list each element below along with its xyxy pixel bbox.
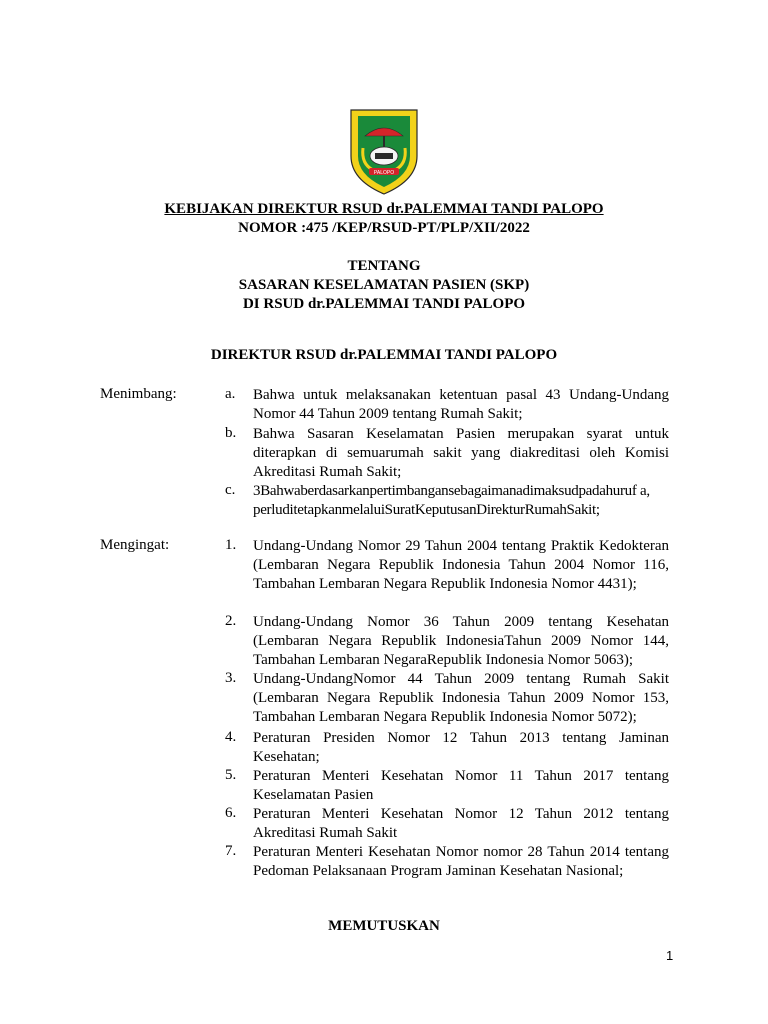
item-text: Peraturan Menteri Kesehatan Nomor 12 Tahun 2012 tentang Akreditasi Rumah Sakit [253, 806, 669, 841]
item-marker: 2. [225, 613, 237, 629]
item-marker: 4. [225, 729, 237, 745]
menimbang-item [225, 386, 669, 424]
document-number: NOMOR :475 /KEP/RSUD-PT/PLP/XII/2022 [238, 220, 530, 236]
item-text: Undang-UndangNomor 44 Tahun 2009 tentang Rumah Sakit (Lembaran Negara Republik Indonesia Tahun 2009 Nomor 153, Tambahan Lembaran Negara Republik Indonesia Nomor 5072); [253, 671, 669, 725]
page-number: 1 [666, 948, 674, 963]
item-marker: 6. [225, 805, 237, 821]
mengingat-label: Mengingat: [100, 537, 170, 553]
mengingat-item [225, 843, 669, 881]
item-marker: 7. [225, 843, 237, 859]
mengingat-item [225, 613, 669, 670]
decision-heading: MEMUTUSKAN [328, 918, 440, 934]
mengingat-item [225, 767, 669, 805]
item-text: Undang-Undang Nomor 29 Tahun 2004 tentang Praktik Kedokteran (Lembaran Negara Republik Indonesia Tahun 2004 Nomor 116, Tambahan Lembaran Negara Republik Indonesia Nomor 4431); [253, 538, 669, 592]
item-marker: 3. [225, 670, 237, 686]
menimbang-label: Menimbang: [100, 386, 177, 402]
document-title-line1: KEBIJAKAN DIREKTUR RSUD dr.PALEMMAI TANDI PALOPO [164, 201, 604, 217]
item-marker: 1. [225, 537, 237, 553]
mengingat-item [225, 805, 669, 843]
item-marker: b. [225, 425, 237, 441]
issuer-heading: DIREKTUR RSUD dr.PALEMMAI TANDI PALOPO [210, 347, 558, 363]
tentang-heading: TENTANG [347, 258, 421, 274]
item-text: Undang-Undang Nomor 36 Tahun 2009 tentang Kesehatan (Lembaran Negara Republik IndonesiaTahun 2009 Nomor 144, Tambahan Lembaran NegaraRepublik Indonesia Nomor 5063); [253, 614, 669, 668]
item-text: Peraturan Menteri Kesehatan Nomor 11 Tahun 2017 tentang Keselamatan Pasien [253, 768, 669, 803]
item-text: Bahwa Sasaran Keselamatan Pasien merupakan syarat untuk diterapkan di semuarumah sakit yang diakreditasi oleh Komisi Akreditasi Rumah Sakit; [253, 426, 669, 480]
mengingat-item [225, 537, 669, 594]
item-text: Peraturan Menteri Kesehatan Nomor nomor 28 Tahun 2014 tentang Pedoman Pelaksanaan Program Jaminan Kesehatan Nasional; [253, 844, 669, 879]
item-marker: c. [225, 482, 236, 498]
mengingat-item [225, 729, 669, 767]
mengingat-item [225, 670, 669, 727]
palopo-city-emblem [345, 106, 423, 196]
menimbang-item [225, 425, 669, 482]
subject-line1: SASARAN KESELAMATAN PASIEN (SKP) [238, 277, 530, 293]
item-text: Peraturan Presiden Nomor 12 Tahun 2013 tentang Jaminan Kesehatan; [253, 730, 669, 765]
item-text: 3Bahwaberdasarkanpertimbangansebagaimanadimaksudpadahuruf a, perluditetapkanmelaluiSuratKeputusanDirekturRumahSakit; [253, 483, 650, 518]
item-text: Bahwa untuk melaksanakan ketentuan pasal 43 Undang-Undang Nomor 44 Tahun 2009 tentang Rumah Sakit; [253, 387, 669, 422]
item-marker: a. [225, 386, 236, 402]
subject-line2: DI RSUD dr.PALEMMAI TANDI PALOPO [242, 296, 526, 312]
emblem-text: PALOPO [373, 170, 395, 176]
item-marker: 5. [225, 767, 237, 783]
menimbang-item [225, 482, 669, 520]
